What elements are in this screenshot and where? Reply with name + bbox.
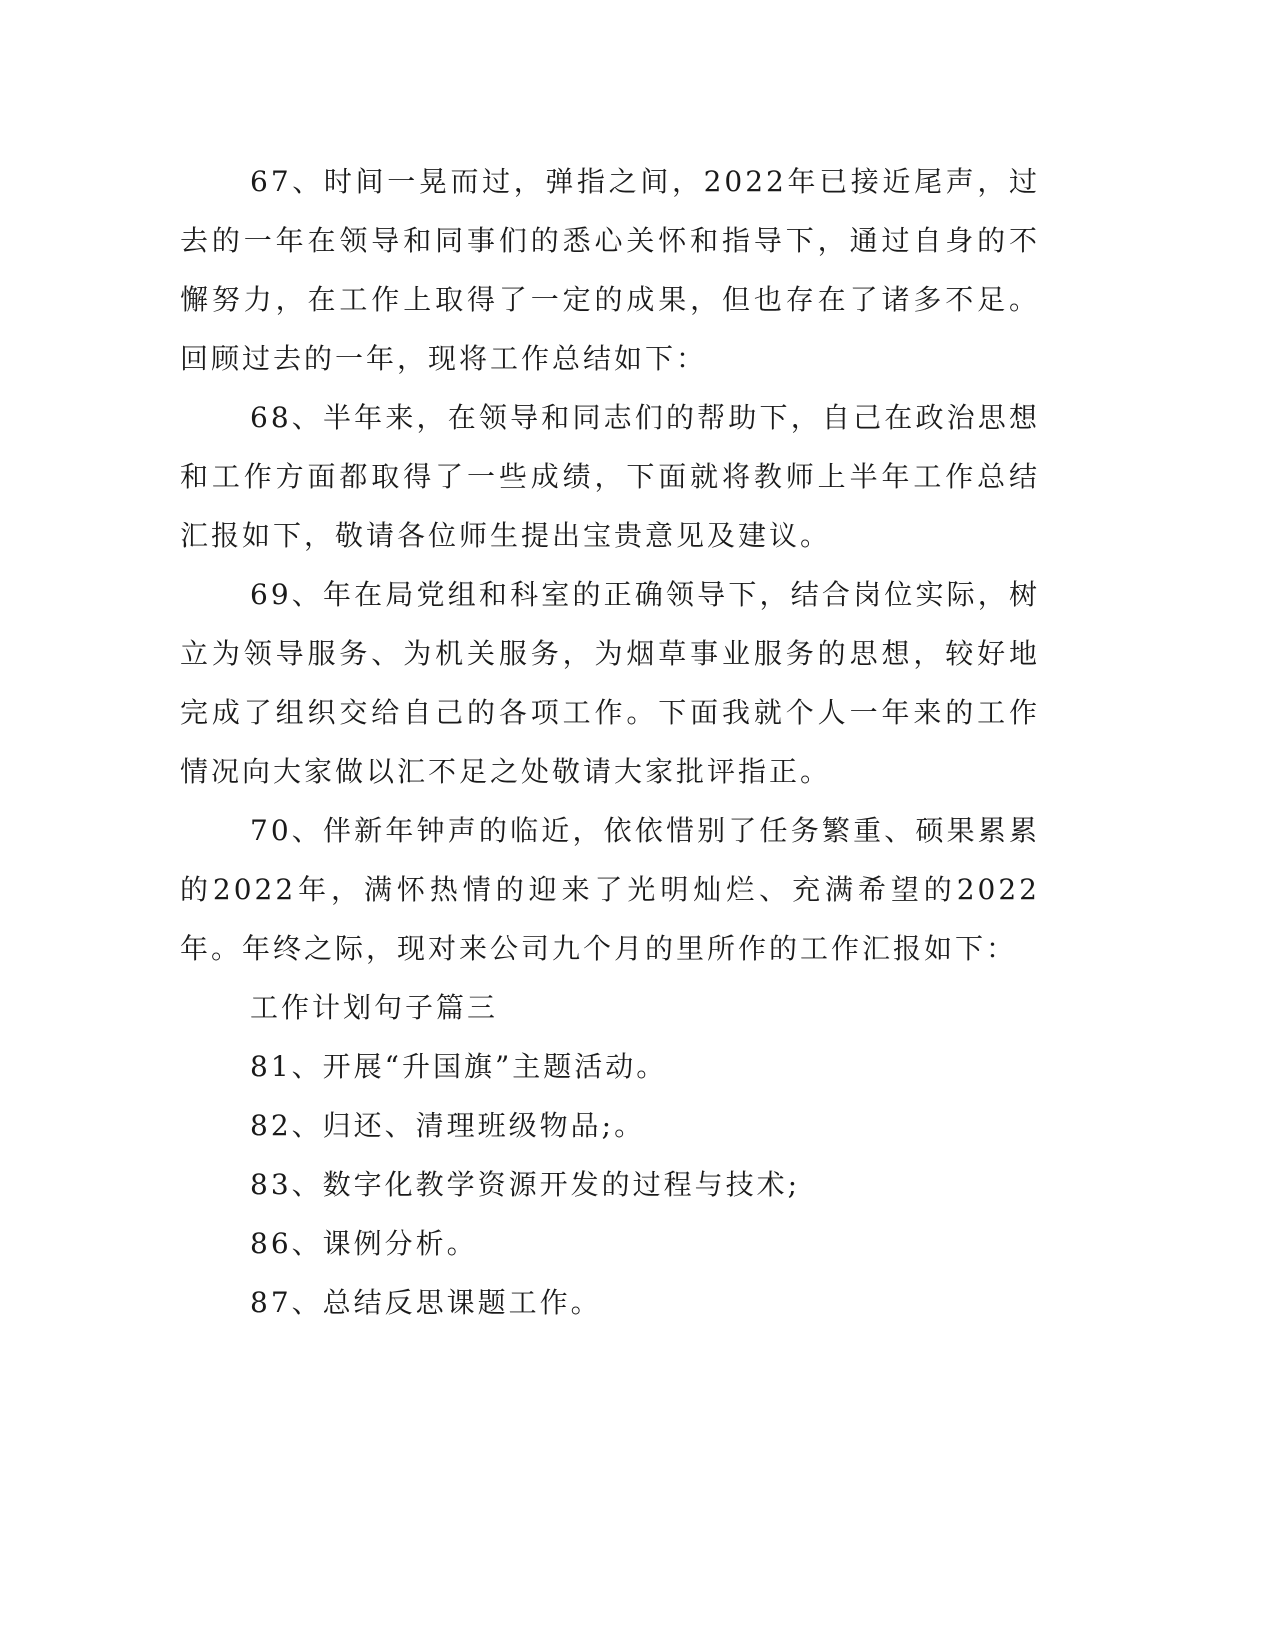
paragraph-70: 70、伴新年钟声的临近，依依惜别了任务繁重、硕果累累的2022年，满怀热情的迎来了光明灿烂、充满希望的2022年。年终之际，现对来公司九个月的里所作的工作汇报如下： (180, 814, 1040, 965)
list-item-87: 87、总结反思课题工作。 (250, 1286, 602, 1319)
paragraph-69: 69、年在局党组和科室的正确领导下，结合岗位实际，树立为领导服务、为机关服务，为烟草事业服务的思想，较好地完成了组织交给自己的各项工作。下面我就个人一年来的工作情况向大家做以汇不足之处敬请大家批评指正。 (180, 578, 1040, 788)
list-item-83: 83、数字化教学资源开发的过程与技术; (250, 1168, 801, 1201)
paragraph-68: 68、半年来，在领导和同志们的帮助下，自己在政治思想和工作方面都取得了一些成绩，下面就将教师上半年工作总结汇报如下，敬请各位师生提出宝贵意见及建议。 (180, 401, 1040, 552)
list-item-81: 81、开展“升国旗”主题活动。 (250, 1050, 668, 1083)
list-item-86: 86、课例分析。 (250, 1227, 478, 1260)
paragraph-67: 67、时间一晃而过，弹指之间，2022年已接近尾声，过去的一年在领导和同事们的悉心关怀和指导下，通过自身的不懈努力，在工作上取得了一定的成果，但也存在了诸多不足。回顾过去的一年，现将工作总结如下： (180, 165, 1040, 375)
document-body (180, 152, 1040, 1332)
list-item-82: 82、归还、清理班级物品;。 (250, 1109, 646, 1142)
section-heading: 工作计划句子篇三 (250, 991, 499, 1024)
